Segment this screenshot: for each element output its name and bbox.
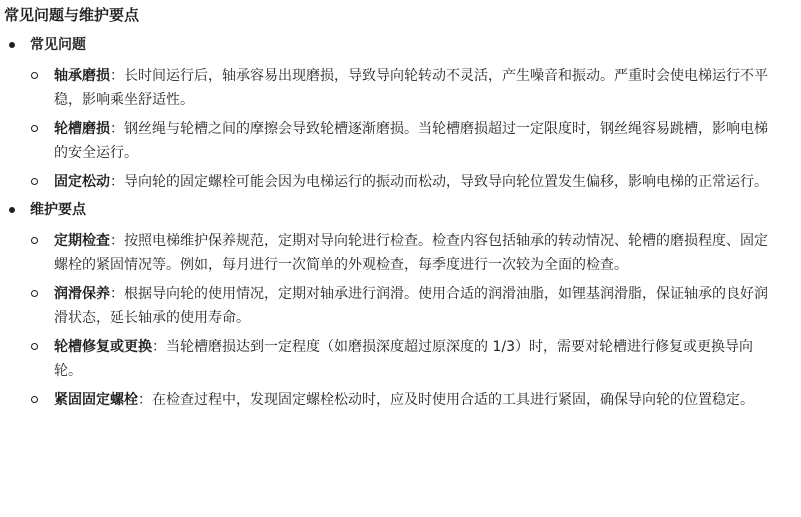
item-text: 在检查过程中，发现固定螺栓松动时，应及时使用合适的工具进行紧固，确保导向轮的位置稳定。 bbox=[152, 392, 754, 408]
section-heading bbox=[4, 34, 801, 56]
bullet-circle-icon bbox=[31, 396, 38, 403]
bullet-circle-icon bbox=[31, 237, 38, 244]
item-separator: ： bbox=[138, 392, 152, 408]
bullet-disc-icon bbox=[9, 42, 15, 48]
page-title: 常见问题与维护要点 bbox=[4, 6, 140, 24]
item-term: 轮槽修复或更换 bbox=[54, 339, 152, 355]
list-item bbox=[4, 335, 801, 383]
list-item bbox=[4, 229, 801, 277]
item-term: 轴承磨损 bbox=[54, 68, 110, 84]
list-item bbox=[4, 117, 801, 165]
section-heading-text: 常见问题 bbox=[30, 37, 86, 53]
item-text: 根据导向轮的使用情况，定期对轴承进行润滑。使用合适的润滑油脂，如锂基润滑脂，保证轴承的良好润滑状态，延长轴承的使用寿命。 bbox=[54, 286, 768, 326]
item-text: 当轮槽磨损达到一定程度（如磨损深度超过原深度的 1/3）时，需要对轮槽进行修复或更换导向轮。 bbox=[54, 339, 753, 379]
item-term: 润滑保养 bbox=[54, 286, 110, 302]
list-item bbox=[4, 388, 801, 412]
bullet-disc-icon bbox=[9, 207, 15, 213]
item-separator: ： bbox=[110, 68, 124, 84]
item-separator: ： bbox=[110, 286, 124, 302]
list-item bbox=[4, 64, 801, 112]
item-text: 导向轮的固定螺栓可能会因为电梯运行的振动而松动，导致导向轮位置发生偏移，影响电梯的正常运行。 bbox=[124, 174, 768, 190]
bullet-circle-icon bbox=[31, 125, 38, 132]
item-term: 定期检查 bbox=[54, 233, 110, 249]
item-separator: ： bbox=[110, 174, 124, 190]
item-separator: ： bbox=[110, 233, 124, 249]
item-list bbox=[4, 229, 801, 412]
item-separator: ： bbox=[110, 121, 124, 137]
bullet-circle-icon bbox=[31, 343, 38, 350]
item-term: 紧固固定螺栓 bbox=[54, 392, 138, 408]
item-separator: ： bbox=[152, 339, 166, 355]
item-term: 轮槽磨损 bbox=[54, 121, 110, 137]
bullet-circle-icon bbox=[31, 178, 38, 185]
item-text: 按照电梯维护保养规范，定期对导向轮进行检查。检查内容包括轴承的转动情况、轮槽的磨损程度、固定螺栓的紧固情况等。例如，每月进行一次简单的外观检查，每季度进行一次较为全面的检查。 bbox=[54, 233, 768, 273]
list-item bbox=[4, 170, 801, 194]
bullet-circle-icon bbox=[31, 72, 38, 79]
item-text: 钢丝绳与轮槽之间的摩擦会导致轮槽逐渐磨损。当轮槽磨损超过一定限度时，钢丝绳容易跳槽，影响电梯的安全运行。 bbox=[54, 121, 768, 161]
section-maintenance-points bbox=[4, 199, 801, 412]
section-heading-text: 维护要点 bbox=[30, 202, 86, 218]
item-term: 固定松动 bbox=[54, 174, 110, 190]
list-item bbox=[4, 282, 801, 330]
item-text: 长时间运行后，轴承容易出现磨损，导致导向轮转动不灵活，产生噪音和振动。严重时会使电梯运行不平稳，影响乘坐舒适性。 bbox=[54, 68, 768, 108]
section-common-problems bbox=[4, 34, 801, 194]
bullet-circle-icon bbox=[31, 290, 38, 297]
item-list bbox=[4, 64, 801, 194]
section-heading bbox=[4, 199, 801, 221]
